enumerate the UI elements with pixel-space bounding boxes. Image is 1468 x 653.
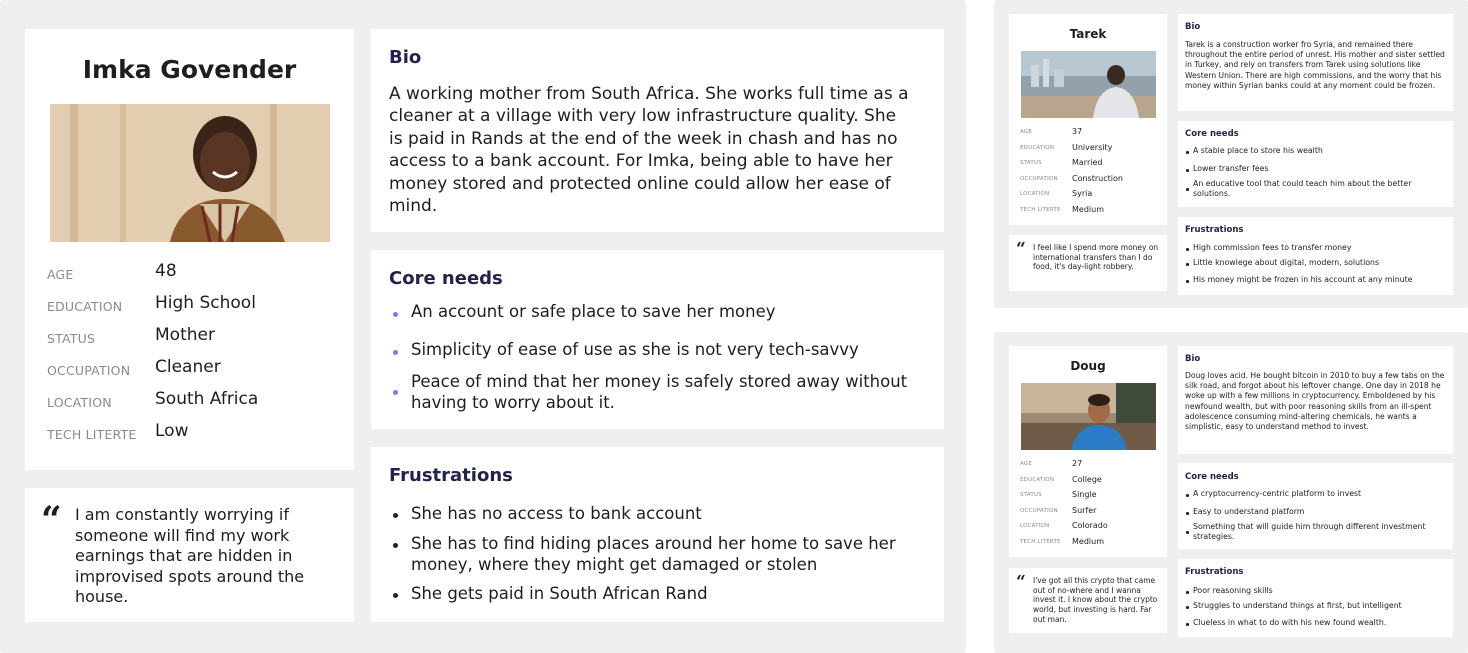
list-item [389, 584, 934, 605]
list-item [1185, 275, 1447, 285]
bullet-dot [393, 350, 398, 355]
list-item-text: She has no access to bank account [411, 504, 702, 523]
list-item-text: Simplicity of ease of use as she is not very tech-savvy [411, 340, 859, 359]
list-item-text: His money might be frozen in his account at any minute [1193, 275, 1413, 284]
list-item [1185, 164, 1447, 174]
list-item-text: She has to find hiding places around her home to save her money, where they might get damaged or stolen [411, 534, 896, 574]
attribute-row [1020, 174, 1160, 188]
attribute-row [47, 293, 337, 323]
attribute-label: STATUS [1020, 160, 1042, 166]
quote-text: I've got all this crypto that came out of no-where and I wanna invest it. I know about the crypto world, but investing is hard. Far out man. [1033, 576, 1158, 624]
attribute-row [1020, 127, 1160, 141]
frustrations-title: Frustrations [389, 465, 513, 486]
attribute-value: Mother [155, 325, 215, 345]
persona-photo [1021, 51, 1156, 118]
attribute-label: TECH LITERTE [47, 427, 137, 442]
attribute-value: College [1072, 474, 1102, 484]
attribute-row [1020, 143, 1160, 157]
quote-text: I am constantly worrying if someone will find my work earnings that are hidden in improvised spots around the house. [75, 505, 305, 606]
bullet-dot [393, 390, 398, 395]
attribute-value: Colorado [1072, 521, 1108, 530]
list-item-text: Lower transfer fees [1193, 164, 1269, 173]
attribute-label: STATUS [47, 331, 96, 346]
frustrations-card [371, 447, 944, 622]
core-needs-title: Core needs [389, 268, 503, 289]
frustrations-card [1178, 559, 1453, 637]
attribute-value: Surfer [1072, 505, 1097, 515]
bio-card [1178, 346, 1453, 454]
profile-card [25, 29, 354, 470]
attribute-label: OCCUPATION [47, 363, 131, 378]
bio-card [1178, 14, 1453, 111]
quote-icon: “ [41, 499, 62, 541]
attribute-label: AGE [1020, 461, 1033, 467]
attribute-value: Married [1072, 158, 1103, 167]
attribute-value: 27 [1072, 459, 1083, 468]
list-item [1185, 146, 1447, 156]
profile-card [1009, 346, 1167, 557]
attribute-row [47, 261, 337, 291]
quote-icon: “ [1016, 239, 1026, 259]
attribute-label: AGE [1020, 129, 1033, 135]
list-item [1185, 179, 1447, 199]
list-item-text: An educative tool that could teach him about the better solutions. [1193, 179, 1412, 198]
attribute-label: LOCATION [1020, 523, 1050, 529]
frustrations-title: Frustrations [1185, 225, 1244, 235]
attribute-value: University [1072, 142, 1113, 152]
quote-card [1009, 568, 1167, 633]
attribute-value: Medium [1072, 536, 1104, 546]
list-item [1185, 522, 1447, 542]
attribute-row [47, 357, 337, 387]
list-item-text: A cryptocurrency-centric platform to invest [1193, 489, 1362, 498]
attribute-value: 48 [155, 261, 177, 281]
quote-text: I feel like I spend more money on international transfers than I do food, it's day-light robbery. [1033, 243, 1159, 272]
list-item-text: She gets paid in South African Rand [411, 584, 708, 603]
persona-photo [1021, 383, 1156, 450]
list-item-text: A stable place to store his wealth [1193, 146, 1323, 155]
attribute-value: Cleaner [155, 357, 221, 377]
persona-name: Imka Govender [82, 55, 297, 84]
attribute-row [47, 325, 337, 355]
attribute-row [47, 421, 337, 451]
persona-name: Doug [1070, 359, 1106, 373]
bullet-dot [1186, 606, 1189, 609]
attribute-value: High School [155, 293, 256, 313]
attribute-label: OCCUPATION [1020, 175, 1058, 182]
bullet-dot [1186, 623, 1189, 626]
frustrations-card [1178, 217, 1453, 295]
attribute-value: Medium [1072, 204, 1104, 214]
attribute-label: OCCUPATION [1020, 507, 1058, 514]
attribute-row [1020, 506, 1160, 520]
list-item [1185, 489, 1447, 499]
bullet-dot [1186, 151, 1189, 154]
attribute-label: EDUCATION [1020, 476, 1055, 483]
list-item-text: Poor reasoning skills [1193, 586, 1273, 595]
bullet-dot [1186, 512, 1189, 515]
attribute-row [1020, 158, 1160, 172]
bullet-dot [393, 593, 398, 598]
attribute-value: Single [1072, 490, 1097, 499]
bio-title: Bio [1185, 354, 1201, 364]
core-needs-card [371, 250, 944, 429]
bullet-dot [1186, 169, 1189, 172]
attribute-label: EDUCATION [47, 299, 123, 314]
bio-text: Doug loves acid. He bought bitcoin in 2010 to buy a few tabs on the silk road, and forgot about his leftover change. One day in 2018 he woke up with a few millions in cryptocurrency. Emboldened by his newfound wealth, but with poor reasoning skills from an ill-spent adolescence consuming mind-altering chemicals, he wants a simplistic, easy to understand method to invest. [1185, 371, 1445, 432]
bio-title: Bio [389, 47, 422, 68]
attribute-value: South Africa [155, 389, 259, 409]
list-item [1185, 507, 1447, 517]
list-item-text: Little knowlege about digital, modern, solutions [1193, 258, 1380, 267]
attribute-row [1020, 189, 1160, 203]
bullet-dot [1186, 263, 1189, 266]
attribute-label: TECH LITERTE [1020, 206, 1061, 213]
quote-icon: “ [1016, 572, 1026, 592]
attribute-row [1020, 537, 1160, 551]
list-item [389, 534, 934, 575]
persona-panel-tarek [994, 0, 1468, 308]
attribute-row [1020, 459, 1160, 473]
bullet-dot [393, 312, 398, 317]
bullet-dot [393, 543, 398, 548]
attribute-label: TECH LITERTE [1020, 538, 1061, 545]
core-needs-title: Core needs [1185, 472, 1239, 482]
bullet-dot [393, 513, 398, 518]
list-item-text: Something that will guide him through different investment strategies. [1193, 522, 1426, 541]
attribute-value: Construction [1072, 173, 1123, 183]
bio-text: Tarek is a construction worker fro Syria, and remained there throughout the entire period of unrest. His mother and sister settled in Turkey, and rely on transfers from Tarek using solutions like Western Union. There are high commissions, and the worry that his money within Syrian banks could at any moment could be frozen. [1185, 40, 1445, 90]
persona-name: Tarek [1069, 27, 1107, 41]
persona-panel-doug [994, 332, 1468, 653]
bullet-dot [1186, 531, 1189, 534]
list-item [1185, 243, 1447, 253]
attribute-value: Low [155, 421, 189, 441]
attribute-row [47, 389, 337, 419]
core-needs-card [1178, 463, 1453, 549]
profile-card [1009, 14, 1167, 225]
frustrations-title: Frustrations [1185, 567, 1244, 577]
list-item [389, 504, 934, 525]
quote-card [1009, 235, 1167, 291]
bullet-dot [1186, 591, 1189, 594]
attribute-label: AGE [47, 267, 74, 282]
bullet-dot [1186, 494, 1189, 497]
bullet-dot [1186, 280, 1189, 283]
attribute-label: LOCATION [1020, 191, 1050, 197]
list-item [1185, 586, 1447, 596]
attribute-value: 37 [1072, 127, 1083, 136]
attribute-row [1020, 205, 1160, 219]
persona-photo [50, 104, 330, 242]
bio-card [371, 29, 944, 232]
list-item-text: Easy to understand platform [1193, 507, 1305, 516]
attribute-row [1020, 475, 1160, 489]
list-item [1185, 601, 1447, 611]
attribute-row [1020, 490, 1160, 504]
attribute-label: STATUS [1020, 492, 1042, 498]
list-item-text: Clueless in what to do with his new found wealth. [1193, 618, 1387, 627]
bullet-dot [1186, 248, 1189, 251]
quote-card [25, 488, 354, 622]
bio-title: Bio [1185, 22, 1201, 32]
list-item [1185, 258, 1447, 268]
attribute-label: LOCATION [47, 395, 112, 410]
attribute-label: EDUCATION [1020, 144, 1055, 151]
bullet-dot [1186, 188, 1189, 191]
list-item-text: High commission fees to transfer money [1193, 243, 1352, 252]
list-item-text: Peace of mind that her money is safely stored away without having to worry about it. [411, 372, 908, 412]
attribute-row [1020, 521, 1160, 535]
core-needs-card [1178, 121, 1453, 207]
list-item [389, 340, 934, 361]
list-item [389, 372, 934, 413]
list-item-text: Struggles to understand things at first, but intelligent [1193, 601, 1402, 610]
bio-text: A working mother from South Africa. She works full time as a cleaner at a village with very low infrastructure quality. She is paid in Rands at the end of the week in chash and has no access to a bank account. For Imka, being able to have her money stored and protected online could allow her ease of mind. [389, 84, 909, 217]
attribute-value: Syria [1072, 189, 1093, 198]
list-item-text: An account or safe place to save her money [411, 302, 776, 321]
list-item [389, 302, 934, 323]
list-item [1185, 618, 1447, 628]
core-needs-title: Core needs [1185, 129, 1239, 139]
